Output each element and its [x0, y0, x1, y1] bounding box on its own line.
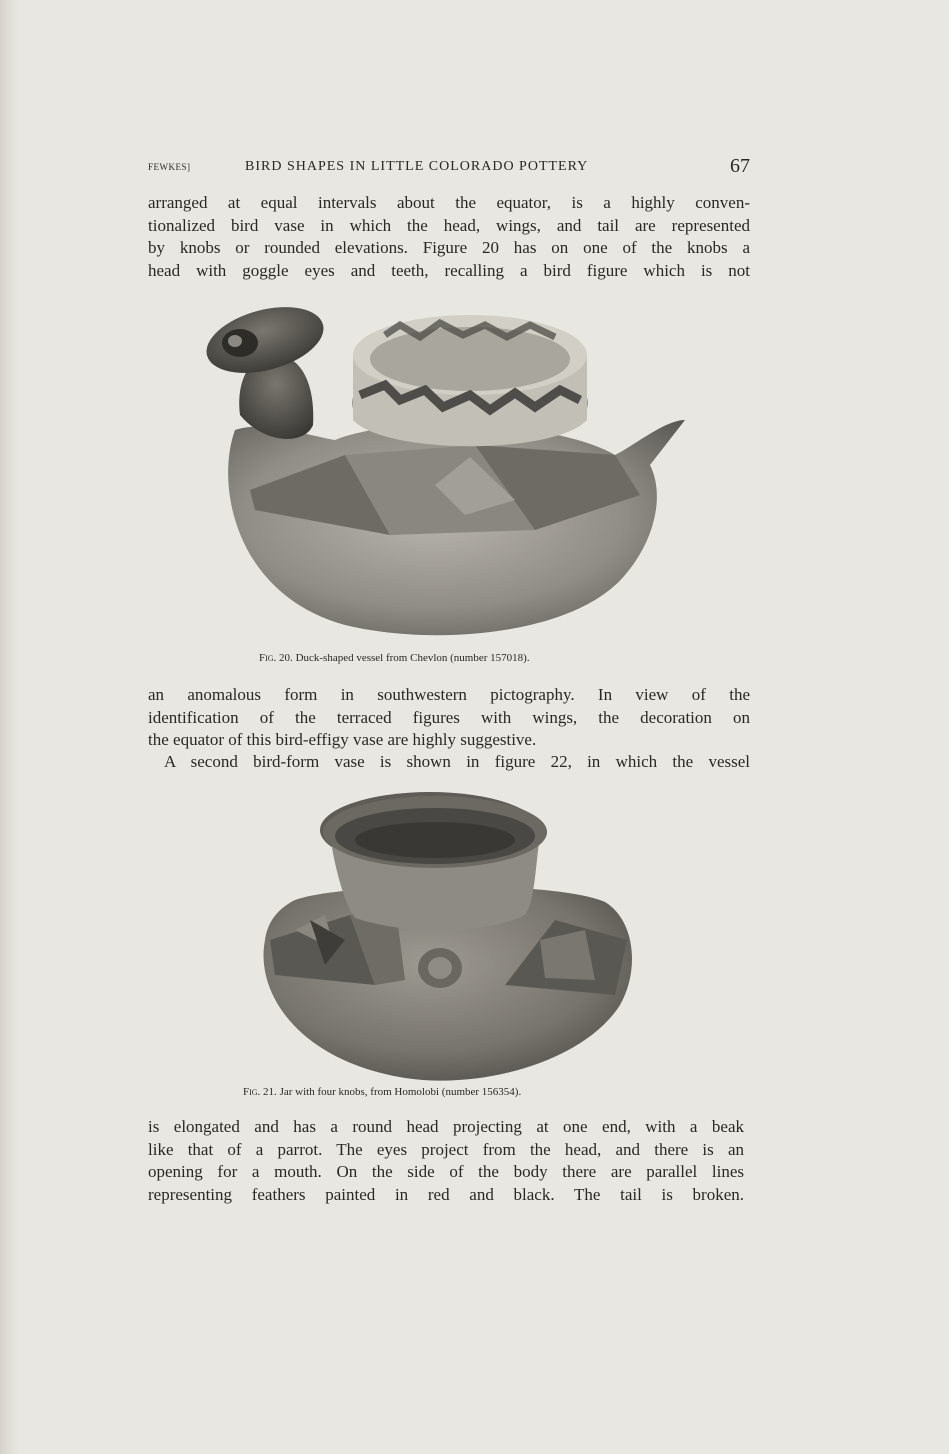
running-head-author: FEWKES] — [148, 162, 191, 172]
running-head-title: BIRD SHAPES IN LITTLE COLORADO POTTERY — [245, 159, 589, 174]
text-line: A second bird-form vase is shown in figure 22, in which the vessel — [164, 752, 750, 771]
paragraph-4 — [148, 1116, 744, 1206]
figure-20-image — [195, 295, 695, 645]
text-line: an anomalous form in southwestern pictography. In view of the — [148, 685, 750, 704]
figure-20-caption-text: Duck-shaped vessel from Chevlon (number 157018). — [295, 652, 530, 664]
text-line: is elongated and has a round head projecting at one end, with a beak — [148, 1117, 744, 1136]
paragraph-3 — [148, 751, 750, 774]
figure-20-caption — [259, 652, 530, 664]
paragraph-2 — [148, 684, 750, 752]
text-line: like that of a parrot. The eyes project from the head, and there is an — [148, 1139, 744, 1159]
text-line: head with goggle eyes and teeth, recalling a bird figure which is not — [148, 260, 750, 280]
figure-21-caption-text: Jar with four knobs, from Homolobi (number 156354). — [279, 1086, 522, 1098]
text-line: by knobs or rounded elevations. Figure 20 has on one of the knobs a — [148, 238, 750, 257]
text-line: tionalized bird vase in which the head, wings, and tail are represented — [148, 215, 750, 235]
text-line: the equator of this bird-effigy vase are highly suggestive. — [148, 730, 537, 749]
figure-21-image — [255, 790, 635, 1085]
page-number: 67 — [730, 155, 750, 177]
text-line: identification of the terraced figures with wings, the decoration on — [148, 707, 750, 727]
text-line: representing feathers painted in red and black. The tail is broken. — [148, 1184, 744, 1204]
text-line: opening for a mouth. On the side of the body there are parallel lines — [148, 1162, 744, 1181]
figure-21-caption — [243, 1086, 521, 1098]
paragraph-1 — [148, 192, 750, 282]
running-head — [148, 155, 750, 182]
figure-21-label: Fig. 21. — [243, 1086, 277, 1098]
page-gutter — [0, 0, 18, 1454]
text-line: arranged at equal intervals about the equator, is a highly conven- — [148, 193, 750, 212]
figure-20-label: Fig. 20. — [259, 652, 293, 664]
